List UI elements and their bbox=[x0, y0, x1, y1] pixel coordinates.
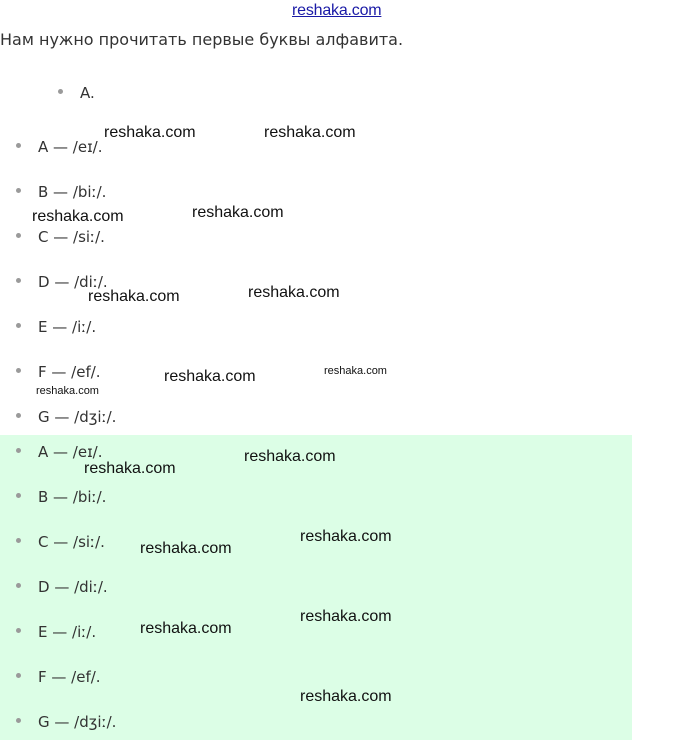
bullet-icon bbox=[16, 538, 21, 543]
watermark: reshaka.com bbox=[244, 448, 336, 465]
list-item: E — /iː/. bbox=[16, 318, 96, 336]
watermark: reshaka.com bbox=[104, 124, 196, 141]
list-item: D — /diː/. bbox=[16, 273, 108, 291]
watermark: reshaka.com bbox=[264, 124, 356, 141]
intro-text: Нам нужно прочитать первые буквы алфавита. bbox=[0, 30, 404, 49]
list-item: A — /eɪ/. bbox=[16, 138, 102, 156]
bullet-icon bbox=[16, 143, 21, 148]
watermark: reshaka.com bbox=[192, 204, 284, 221]
bullet-icon bbox=[16, 718, 21, 723]
watermark: reshaka.com bbox=[140, 540, 232, 557]
list-item: A — /eɪ/. bbox=[16, 443, 102, 461]
watermark: reshaka.com bbox=[300, 688, 392, 705]
site-link[interactable]: reshaka.com bbox=[292, 2, 382, 19]
list-item: G — /dʒiː/. bbox=[16, 713, 116, 731]
watermark: reshaka.com bbox=[248, 284, 340, 301]
watermark: reshaka.com bbox=[88, 288, 180, 305]
watermark: reshaka.com bbox=[164, 368, 256, 385]
bullet-icon bbox=[16, 628, 21, 633]
list-item: B — /biː/. bbox=[16, 183, 106, 201]
bullet-icon bbox=[16, 188, 21, 193]
first-list-item: A. bbox=[58, 84, 95, 102]
watermark: reshaka.com bbox=[140, 620, 232, 637]
bullet-icon bbox=[16, 673, 21, 678]
watermark: reshaka.com bbox=[324, 365, 387, 377]
list-item: F — /ef/. bbox=[16, 668, 101, 686]
list-item: F — /ef/. bbox=[16, 363, 101, 381]
bullet-icon bbox=[16, 583, 21, 588]
bullet-icon bbox=[16, 493, 21, 498]
watermark: reshaka.com bbox=[36, 385, 99, 397]
list-item: D — /diː/. bbox=[16, 578, 108, 596]
watermark: reshaka.com bbox=[300, 608, 392, 625]
bullet-icon bbox=[16, 368, 21, 373]
bullet-icon bbox=[16, 233, 21, 238]
bullet-icon bbox=[16, 448, 21, 453]
bullet-icon bbox=[16, 278, 21, 283]
bullet-icon bbox=[58, 89, 63, 94]
list-item: B — /biː/. bbox=[16, 488, 106, 506]
list-item: C — /siː/. bbox=[16, 228, 105, 246]
watermark: reshaka.com bbox=[300, 528, 392, 545]
list-item: E — /iː/. bbox=[16, 623, 96, 641]
watermark: reshaka.com bbox=[84, 460, 176, 477]
list-item: C — /siː/. bbox=[16, 533, 105, 551]
bullet-icon bbox=[16, 413, 21, 418]
bullet-icon bbox=[16, 323, 21, 328]
watermark: reshaka.com bbox=[32, 208, 124, 225]
list-item: G — /dʒiː/. bbox=[16, 408, 116, 426]
